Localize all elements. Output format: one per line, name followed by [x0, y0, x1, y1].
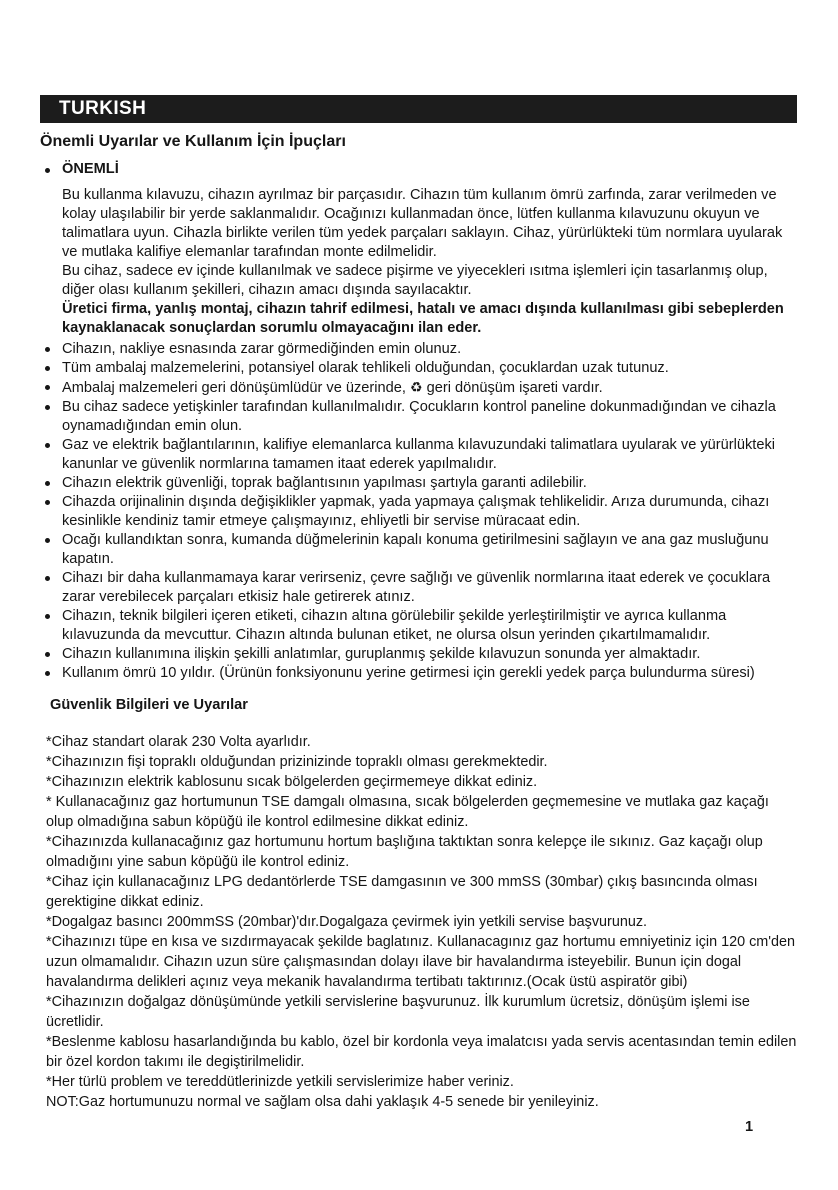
bullet-icon	[45, 481, 50, 486]
warning-text: Kullanım ömrü 10 yıldır. (Ürünün fonksiyonunu yerine getirmesi için gerekli yedek parça bulundurma süresi)	[62, 665, 755, 681]
bullet-icon	[45, 168, 50, 173]
security-line: *Cihazınızın doğalgaz dönüşümünde yetkili servislerine başvurunuz. İlk kurumlum ücretsiz, dönüşüm işlemi ise ücretlidir.	[46, 994, 750, 1030]
bullet-icon	[45, 538, 50, 543]
warning-text	[62, 378, 797, 398]
list-item	[40, 664, 797, 683]
security-section-heading: Güvenlik Bilgileri ve Uyarılar	[50, 697, 248, 713]
recycle-icon: ♻	[410, 379, 423, 395]
onemli-label: ÖNEMLİ	[62, 161, 119, 177]
page-title: Önemli Uyarılar ve Kullanım İçin İpuçları	[40, 133, 346, 150]
warning-text: Cihazın, teknik bilgileri içeren etiketi, cihazın altına görülebilir şekilde yerleştirilmiştir ve ayrıca kullanma kılavuzunda da mevcuttur. Cihazın altında bulunan etiket, ne olursa olsun yerinden çıkartılmamalıdır.	[62, 608, 727, 643]
bullet-icon	[45, 385, 50, 390]
bullet-icon	[45, 500, 50, 505]
security-line: NOT:Gaz hortumunuzu normal ve sağlam olsa dahi yaklaşık 4-5 senede bir yenileyiniz.	[46, 1094, 599, 1110]
list-item	[40, 436, 797, 474]
list-item	[40, 607, 797, 645]
warning-text: Cihazda orijinalinin dışında değişiklikler yapmak, yada yapmaya çalışmak tehlikelidir. Arıza durumunda, cihazı kesinlikle kendiniz tamir etmeye çalışmayınız, ehliyetli bir servise müracaat edin.	[62, 494, 770, 529]
warning-text-after: geri dönüşüm işareti vardır.	[426, 380, 603, 396]
list-item	[40, 569, 797, 607]
warning-text: Gaz ve elektrik bağlantılarının, kalifiye elemanlarca kullanma kılavuzundaki talimatlara uyularak ve yürürlükteki kanunlar ve güvenlik normlarına tamamen itaat ederek yapılmalıdır.	[62, 437, 775, 472]
security-line: *Cihaz standart olarak 230 Volta ayarlıdır.	[46, 734, 311, 750]
security-line: * Kullanacağınız gaz hortumunun TSE damgalı olmasına, sıcak bölgelerden geçmemesine ve mutlaka gaz kaçağı olup olmadığına sabun köpüğü ile kontrol edilmesine dikkat ediniz.	[46, 794, 769, 830]
security-list	[40, 732, 797, 1112]
language-header-bar	[40, 95, 797, 123]
security-line: *Cihazınızda kullanacağınız gaz hortumunu hortum başlığına taktıktan sonra kelepçe ile sıkınız. Gaz kaçağı olup olmadığını yine sabun köpüğü ile kontrol ediniz.	[46, 834, 763, 870]
warning-text: Cihazı bir daha kullanmamaya karar verirseniz, çevre sağlığı ve güvenlik normlarına itaat ederek ve çocuklara zarar verebilecek parçaları etkisiz hale getirerek atınız.	[62, 570, 771, 605]
security-line: *Her türlü problem ve tereddütlerinizde yetkili servislerimize haber veriniz.	[46, 1074, 514, 1090]
bullet-icon	[45, 347, 50, 352]
intro-paragraph-1: Bu kullanma kılavuzu, cihazın ayrılmaz bir parçasıdır. Cihazın tüm kullanım ömrü zarfında, zarar verilmeden ve kolay ulaşılabilir bir yerde saklanmalıdır. Ocağınızı kullanmadan önce, lütfen kullanma kılavuzunu okuyun ve talimatlara uyun. Cihazla birlikte verilen tüm yedek parçaları saklayın. Cihaz, yürürlükteki tüm normlara uyularak ve mutlaka kalifiye elemanlar tarafından monte edilmelidir.	[62, 187, 783, 260]
warning-text: Ocağı kullandıktan sonra, kumanda düğmelerinin kapalı konuma getirilmesini sağlayın ve ana gaz musluğunu kapatın.	[62, 532, 769, 567]
list-item	[40, 378, 797, 398]
list-item-onemli	[40, 161, 797, 177]
warning-text: Bu cihaz sadece yetişkinler tarafından kullanılmalıdır. Çocukların kontrol paneline dokunmadığından ve cihazla oynamadığından emin olun.	[62, 399, 776, 434]
security-line: *Cihazınızın fişi topraklı olduğundan prizinizinde topraklı olması gerekmektedir.	[46, 754, 548, 770]
intro-paragraphs	[62, 186, 797, 338]
warning-text: Cihazın kullanımına ilişkin şekilli anlatımlar, guruplanmış şekilde kılavuzun sonunda yer almaktadır.	[62, 646, 701, 662]
bullet-icon	[45, 366, 50, 371]
intro-paragraph-2: Bu cihaz, sadece ev içinde kullanılmak ve sadece pişirme ve yiyecekleri ısıtma işlemleri için tasarlanmış olup, diğer olası kullanım şekilleri, cihazın amacı dışında sayılacaktır.	[62, 263, 768, 298]
list-item	[40, 493, 797, 531]
list-item	[40, 340, 797, 359]
list-item	[40, 645, 797, 664]
bullet-icon	[45, 405, 50, 410]
security-line: *Beslenme kablosu hasarlandığında bu kablo, özel bir kordonla veya imalatcısı yada servis acentasından temin edilen bir özel kordon takımı ile degiştirilmelidir.	[46, 1034, 797, 1070]
warning-text-before: Ambalaj malzemeleri geri dönüşümlüdür ve üzerinde,	[62, 380, 406, 396]
bullet-icon	[45, 671, 50, 676]
security-line: *Cihazınızı tüpe en kısa ve sızdırmayacak şekilde baglatınız. Kullanacagınız gaz hortumu emniyetiniz için 120 cm'den uzun olmamalıdır. Cihazın uzun süre çalışmasından dolayı ilave bir havalandırma isteyebilir. Bunun için dogal havalandırma delikleri açınız veya mekanik havalandırma tertibatı taktırınız.(Ocak üstü aspiratör gibi)	[46, 934, 796, 990]
security-line: *Cihaz için kullanacağınız LPG dedantörlerde TSE damgasının ve 300 mmSS (30mbar) çıkış basıncında olması gerektigine dikkat ediniz.	[46, 874, 758, 910]
bullet-icon	[45, 443, 50, 448]
language-header-label: TURKISH	[59, 98, 147, 119]
security-line: *Cihazınızın elektrik kablosunu sıcak bölgelerden geçirmemeye dikkat ediniz.	[46, 774, 538, 790]
bullet-icon	[45, 576, 50, 581]
warning-text: Tüm ambalaj malzemelerini, potansiyel olarak tehlikeli olduğundan, çocuklardan uzak tutunuz.	[62, 360, 669, 376]
intro-paragraph-bold: Üretici firma, yanlış montaj, cihazın tahrif edilmesi, hatalı ve amacı dışında kullanılması gibi sebeplerden kaynaklanacak sonuçlardan sorumlu olmayacağını ilan eder.	[62, 301, 784, 336]
warning-list	[40, 340, 797, 683]
security-line: *Dogalgaz basıncı 200mmSS (20mbar)'dır.Dogalgaza çevirmek iyin yetkili servise başvurunuz.	[46, 914, 648, 930]
warning-text: Cihazın elektrik güvenliği, toprak bağlantısının yapılması şartıyla garanti adilebilir.	[62, 475, 587, 491]
list-item	[40, 359, 797, 378]
bullet-icon	[45, 652, 50, 657]
bullet-icon	[45, 614, 50, 619]
page-number: 1	[745, 1119, 754, 1135]
list-item	[40, 474, 797, 493]
warning-text: Cihazın, nakliye esnasında zarar görmediğinden emin olunuz.	[62, 341, 462, 357]
list-item	[40, 531, 797, 569]
list-item	[40, 398, 797, 436]
